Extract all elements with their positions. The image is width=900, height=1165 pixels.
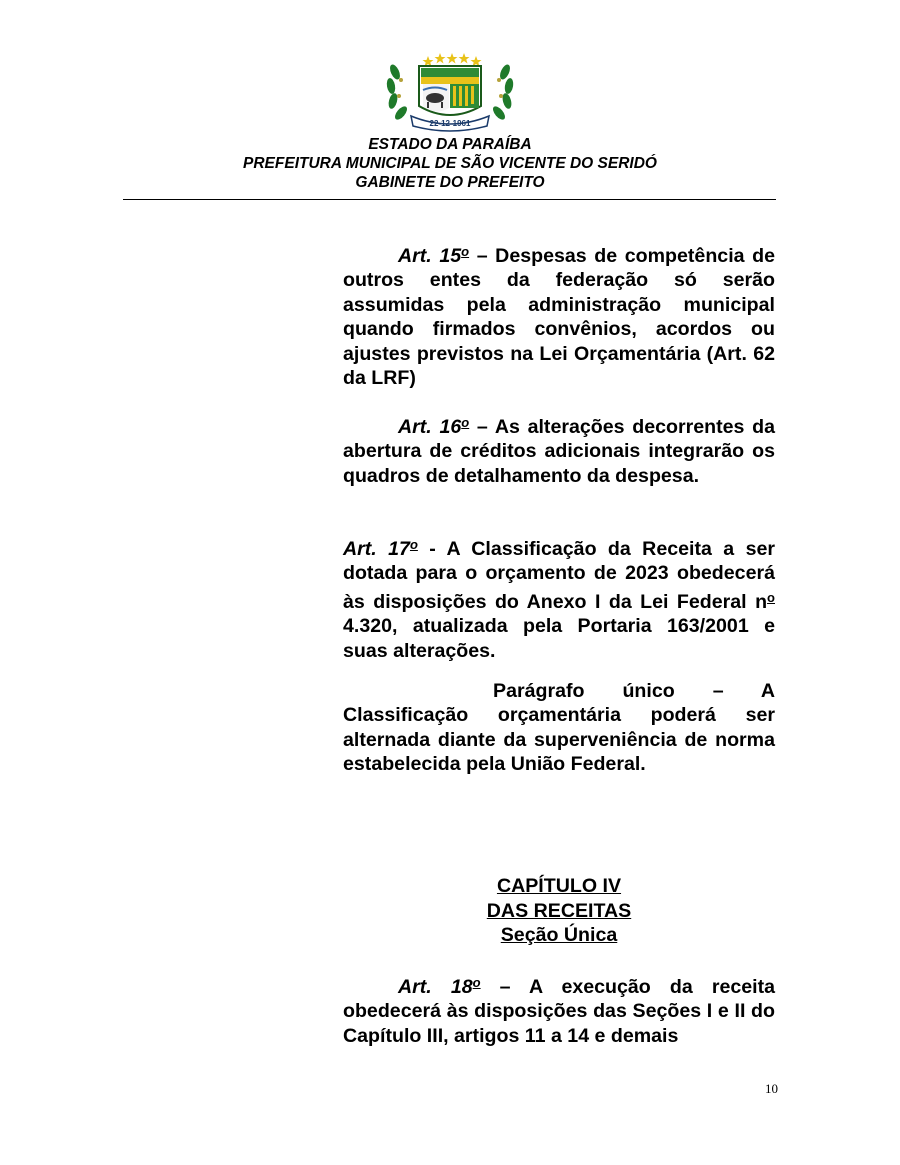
art16-label: Art. 16 — [398, 416, 462, 438]
header-municipality: PREFEITURA MUNICIPAL DE SÃO VICENTE DO SERIDÓ — [243, 155, 657, 172]
header-state: ESTADO DA PARAÍBA — [368, 136, 532, 153]
chapter-subtitle: DAS RECEITAS — [486, 899, 632, 922]
article-18 — [343, 971, 775, 1048]
art15-ordinal: o — [461, 244, 470, 259]
art17-ordinal: o — [409, 537, 418, 552]
section-title: Seção Única — [500, 924, 618, 946]
art16-ordinal: o — [461, 415, 470, 430]
chapter-heading — [343, 874, 775, 948]
art17-ordinal-2: o — [767, 589, 775, 605]
seal-date: 22-12-1961 — [429, 119, 471, 128]
chapter-title: CAPÍTULO IV — [496, 875, 622, 897]
header-office: GABINETE DO PREFEITO — [355, 174, 545, 191]
art17-text-b: 4.320, atualizada pela Portaria 163/2001 e suas alterações. — [343, 615, 775, 662]
document-header — [0, 135, 900, 192]
art17-text-a: - A Classificação da Receita a ser dotada para o orçamento de 2023 obedecerá às disposições do Anexo I da Lei Federal n — [343, 538, 775, 613]
art18-label: Art. 18 — [398, 976, 473, 998]
article-17 — [343, 533, 775, 663]
municipal-coat-of-arms — [383, 50, 517, 132]
art15-text: – Despesas de competência de outros entes da federação só serão assumidas pela administração municipal quando firmados convênios, acordos ou ajustes previstos na Lei Orçamentária (Art. 62 da LRF) — [343, 245, 775, 390]
paragrafo-unico — [343, 679, 775, 777]
art18-ordinal: o — [472, 975, 481, 990]
paragrafo-text: Parágrafo único – A Classificação orçamentária poderá ser alternada diante da superveniência de norma estabelecida pela União Federal. — [343, 680, 775, 776]
page-number: 10 — [765, 1081, 778, 1096]
art17-label: Art. 17 — [343, 538, 410, 560]
header-divider — [123, 199, 776, 200]
art18-text: – A execução da receita obedecerá às disposições das Seções I e II do Capítulo III, artigos 11 a 14 e demais — [343, 976, 776, 1047]
art15-label: Art. 15 — [398, 245, 462, 267]
article-16 — [343, 411, 775, 488]
article-15 — [343, 240, 775, 390]
art16-text: – As alterações decorrentes da abertura de créditos adicionais integrarão os quadros de detalhamento da despesa. — [343, 416, 775, 487]
